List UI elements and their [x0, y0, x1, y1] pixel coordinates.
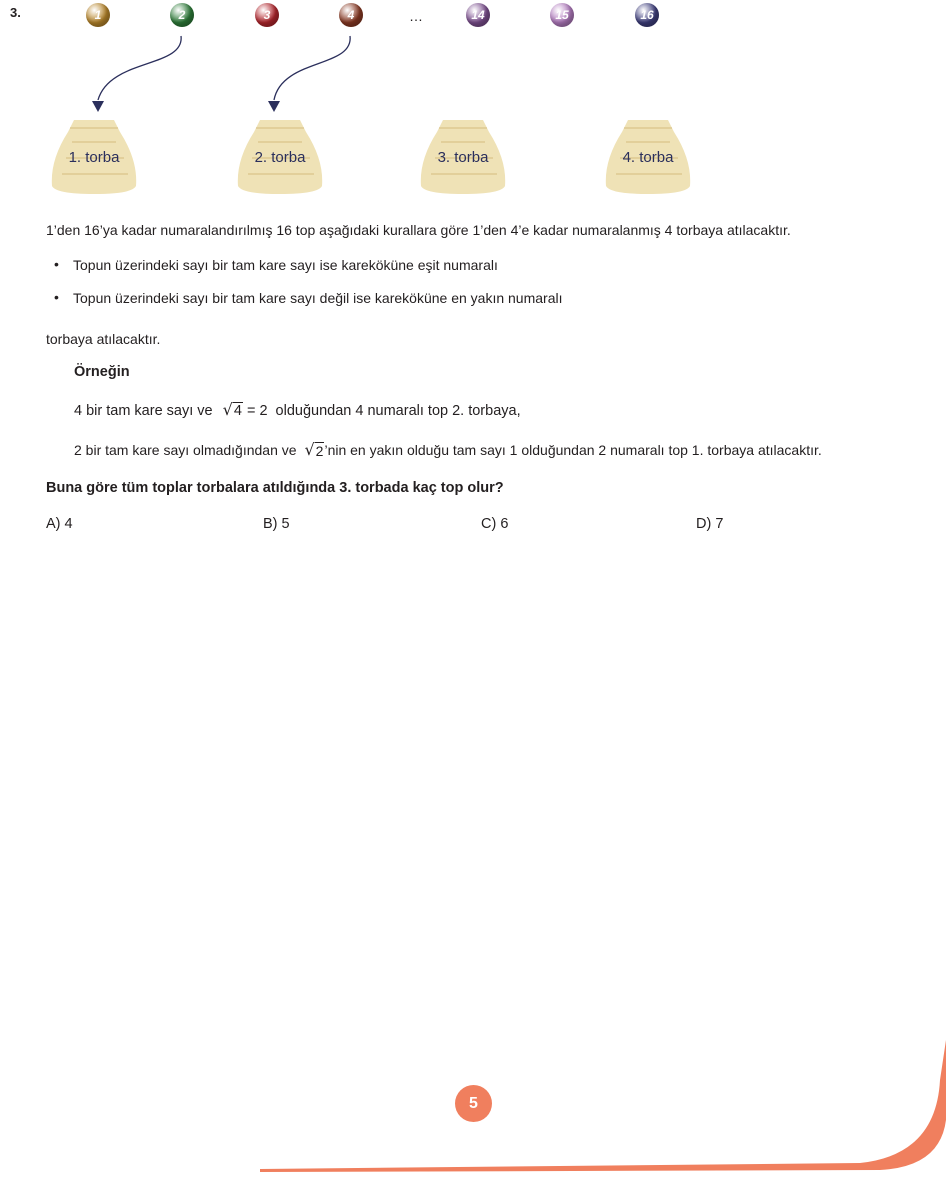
- bullet-dot: •: [54, 289, 59, 305]
- example-1-before: 4 bir tam kare sayı ve: [74, 403, 213, 419]
- rule-1: Topun üzerindeki sayı bir tam kare sayı ise kareköküne eşit numaralı: [73, 257, 498, 273]
- example-1-after: olduğundan 4 numaralı top 2. torbaya,: [275, 403, 521, 419]
- question-number: 3.: [10, 5, 21, 20]
- example-2-before: 2 bir tam kare sayı olmadığından ve: [74, 442, 297, 458]
- choice-b[interactable]: B) 5: [263, 516, 290, 532]
- question-stem: Buna göre tüm toplar torbalara atıldığında 3. torbada kaç top olur?: [46, 480, 504, 496]
- example-title: Örneğin: [74, 364, 130, 380]
- rule-continuation: torbaya atılacaktır.: [46, 331, 161, 347]
- example-2-after: ’nin en yakın olduğu tam sayı 1 olduğundan 2 numaralı top 1. torbaya atılacaktır.: [324, 442, 822, 458]
- example-1-equation: = 2: [246, 403, 268, 419]
- bag-label: 1. torba: [68, 149, 120, 166]
- radical-sign: √: [222, 400, 233, 419]
- intro-paragraph: 1’den 16’ya kadar numaralandırılmış 16 top aşağıdaki kurallara göre 1’den 4’e kadar numaralanmış 4 torbaya atılacaktır.: [46, 222, 791, 238]
- radicand: 4: [233, 403, 242, 419]
- ball-label: 15: [555, 8, 569, 22]
- rule-2: Topun üzerindeki sayı bir tam kare sayı değil ise kareköküne en yakın numaralı: [73, 290, 563, 306]
- ball-label: 2: [178, 8, 186, 22]
- ball-label: 4: [347, 8, 355, 22]
- ellipsis: …: [409, 8, 423, 24]
- ball-label: 16: [640, 8, 654, 22]
- ball-label: 1: [94, 8, 102, 22]
- ball-label: 3: [263, 8, 271, 22]
- bag-label: 2. torba: [254, 149, 306, 166]
- radicand: 2: [315, 443, 324, 459]
- page-number: 5: [455, 1085, 492, 1122]
- choice-c[interactable]: C) 6: [481, 516, 509, 532]
- bag-label: 3. torba: [437, 149, 489, 166]
- choice-a[interactable]: A) 4: [46, 516, 73, 532]
- ball-label: 14: [471, 8, 485, 22]
- choice-d[interactable]: D) 7: [696, 516, 724, 532]
- bag-label: 4. torba: [622, 149, 674, 166]
- radical-sign: √: [304, 440, 315, 459]
- bullet-dot: •: [54, 256, 59, 272]
